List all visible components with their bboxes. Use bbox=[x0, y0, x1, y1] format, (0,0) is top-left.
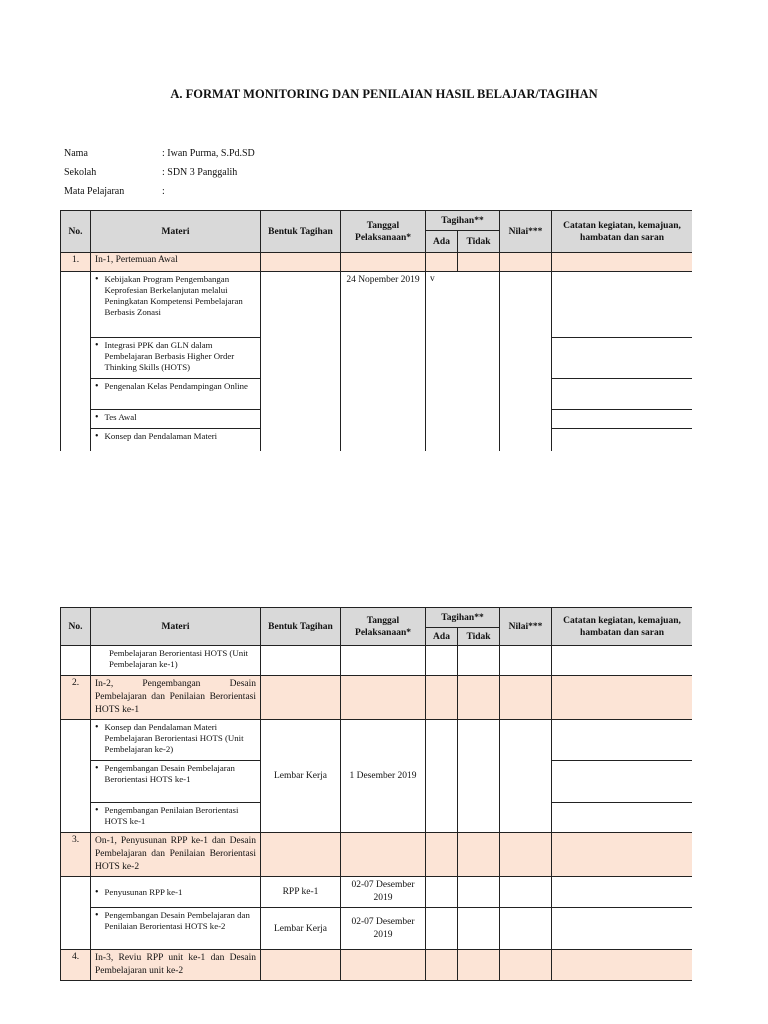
row-ada: v bbox=[426, 272, 500, 452]
meta-label: Mata Pelajaran bbox=[64, 186, 125, 197]
list-item: • Pengembangan Desain Pembelajaran dan Penilaian Berorientasi HOTS ke-2 bbox=[91, 908, 261, 950]
header-catatan: Catatan kegiatan, kemajuan, hambatan dan saran bbox=[552, 608, 692, 646]
list-item: Pembelajaran Berorientasi HOTS (Unit Pembelajaran ke-1) bbox=[91, 646, 261, 676]
table-row bbox=[61, 877, 693, 908]
document-title: A. FORMAT MONITORING DAN PENILAIAN HASIL BELAJAR/TAGIHAN bbox=[170, 87, 598, 101]
header-nilai: Nilai*** bbox=[500, 608, 552, 646]
row-date: 02-07 Desember 2019 bbox=[341, 908, 426, 950]
list-item: • Penyusunan RPP ke-1 bbox=[91, 877, 261, 908]
monitoring-table-page2 bbox=[60, 607, 692, 987]
table-row bbox=[61, 720, 693, 761]
row-bentuk: Lembar Kerja bbox=[261, 908, 341, 950]
header-bentuk: Bentuk Tagihan bbox=[261, 211, 341, 253]
meta-value: : Iwan Purma, S.Pd.SD bbox=[162, 148, 255, 159]
row-materi: In-3, Reviu RPP unit ke-1 dan Desain Pembelajaran unit ke-2 bbox=[91, 950, 261, 981]
row-materi: In-2, Pengembangan Desain Pembelajaran dan Penilaian Berorientasi HOTS ke-1 bbox=[91, 676, 261, 720]
header-ada: Ada bbox=[426, 628, 458, 646]
table-row bbox=[61, 253, 693, 272]
list-item: • Konsep dan Pendalaman Materi Pembelajaran Berorientasi HOTS (Unit Pembelajaran ke-2) bbox=[91, 720, 261, 761]
meta-nama bbox=[64, 148, 255, 159]
meta-value: : SDN 3 Panggalih bbox=[162, 167, 238, 178]
row-bentuk: Lembar Kerja bbox=[261, 720, 341, 833]
list-item: • Pengembangan Penilaian Berorientasi HOTS ke-1 bbox=[91, 803, 261, 833]
row-date: 02-07 Desember 2019 bbox=[341, 877, 426, 908]
list-item: • Pengenalan Kelas Pendampingan Online bbox=[91, 379, 261, 410]
table-row bbox=[61, 950, 693, 981]
header-tagihan: Tagihan** bbox=[426, 211, 500, 231]
header-ada: Ada bbox=[426, 231, 458, 253]
row-no: 1. bbox=[61, 253, 91, 272]
list-item: • Kebijakan Program Pengembangan Keprofesian Berkelanjutan melalui Peningkatan Kompetensi Pembelajaran Berbasis Zonasi bbox=[91, 272, 261, 338]
row-no: 4. bbox=[61, 950, 91, 981]
header-tanggal: Tanggal Pelaksanaan* bbox=[341, 211, 426, 253]
table-row bbox=[61, 833, 693, 877]
meta-sekolah bbox=[64, 167, 237, 178]
header-no: No. bbox=[61, 608, 91, 646]
row-date: 1 Desember 2019 bbox=[341, 720, 426, 833]
row-no: 3. bbox=[61, 833, 91, 877]
row-materi: In-1, Pertemuan Awal bbox=[91, 253, 261, 272]
header-no: No. bbox=[61, 211, 91, 253]
meta-mapel bbox=[64, 186, 165, 197]
header-tidak: Tidak bbox=[458, 231, 500, 253]
meta-label: Sekolah bbox=[64, 167, 97, 178]
table-row bbox=[61, 676, 693, 720]
table-row bbox=[61, 272, 693, 338]
meta-label: Nama bbox=[64, 148, 88, 159]
header-materi: Materi bbox=[91, 608, 261, 646]
row-materi: On-1, Penyusunan RPP ke-1 dan Desain Pembelajaran dan Penilaian Berorientasi HOTS ke-2 bbox=[91, 833, 261, 877]
list-item: • Integrasi PPK dan GLN dalam Pembelajaran Berbasis Higher Order Thinking Skills (HOTS) bbox=[91, 338, 261, 379]
list-item: • Pengembangan Desain Pembelajaran Berorientasi HOTS ke-1 bbox=[91, 761, 261, 803]
header-tanggal: Tanggal Pelaksanaan* bbox=[341, 608, 426, 646]
table-row bbox=[61, 908, 693, 950]
row-date: 24 Nopember 2019 bbox=[341, 272, 426, 452]
row-bentuk: RPP ke-1 bbox=[261, 877, 341, 908]
header-tagihan: Tagihan** bbox=[426, 608, 500, 628]
header-materi: Materi bbox=[91, 211, 261, 253]
list-item: • Konsep dan Pendalaman Materi bbox=[91, 429, 261, 452]
list-item: • Tes Awal bbox=[91, 410, 261, 429]
header-tidak: Tidak bbox=[458, 628, 500, 646]
header-catatan: Catatan kegiatan, kemajuan, hambatan dan saran bbox=[552, 211, 692, 253]
header-bentuk: Bentuk Tagihan bbox=[261, 608, 341, 646]
row-no: 2. bbox=[61, 676, 91, 720]
monitoring-table-page1 bbox=[60, 210, 692, 451]
table-row bbox=[61, 646, 693, 676]
meta-value: : bbox=[162, 186, 165, 197]
header-nilai: Nilai*** bbox=[500, 211, 552, 253]
